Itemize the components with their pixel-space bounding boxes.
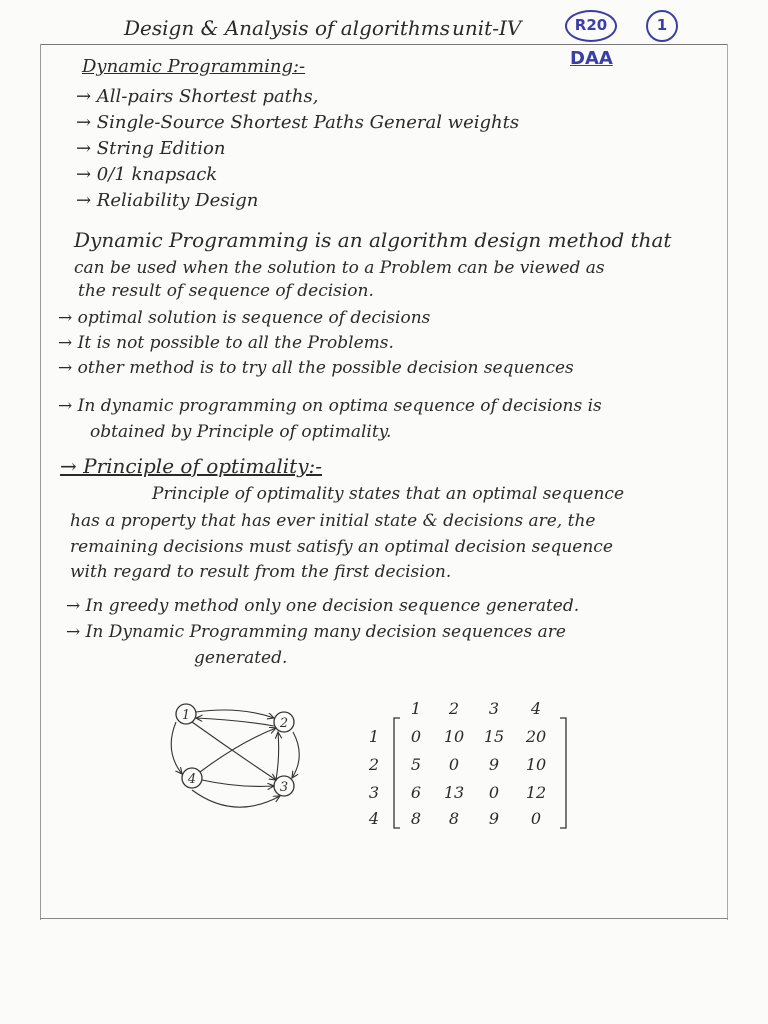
matrix-row-header: 2: [368, 755, 380, 774]
graph-edge: [192, 722, 276, 780]
principle-line: has a property that has ever initial state & decisions are, the: [70, 511, 596, 531]
topic-item: → Single-Source Shortest Paths General weights: [76, 112, 520, 133]
matrix-row-header: 4: [368, 809, 380, 828]
optima-point-line: obtained by Principle of optimality.: [90, 422, 392, 442]
matrix-cell: 10: [525, 755, 547, 774]
comparison-line: → In Dynamic Programming many decision sequences are: [66, 622, 566, 642]
page-number-badge: 1: [646, 10, 678, 42]
matrix-col-header: 2: [448, 699, 460, 718]
principle-line: with regard to result from the first decision.: [70, 562, 452, 582]
matrix-cell: 9: [488, 809, 500, 828]
matrix-cell: 15: [483, 727, 505, 746]
matrix-cell: 13: [443, 783, 465, 802]
graph-edge: [196, 710, 274, 718]
top-margin-line: [40, 44, 728, 45]
matrix-cell: 10: [443, 727, 465, 746]
regulation-badge: R20: [565, 10, 617, 42]
cost-matrix: [360, 696, 590, 846]
matrix-cell: 8: [410, 809, 422, 828]
matrix-right-bracket: [560, 718, 566, 828]
graph-node-label: 2: [279, 716, 289, 731]
graph-edge: [196, 718, 274, 726]
matrix-cell: 5: [410, 755, 422, 774]
matrix-cell: 0: [530, 809, 542, 828]
topic-item: → String Edition: [76, 138, 226, 159]
matrix-col-header: 1: [410, 699, 422, 718]
graph-node-label: 3: [279, 780, 289, 795]
topic-item: → All-pairs Shortest paths,: [76, 86, 319, 107]
matrix-cell: 0: [488, 783, 500, 802]
graph-edge: [292, 732, 299, 778]
matrix-cell: 8: [448, 809, 460, 828]
topic-item: → Reliability Design: [76, 190, 259, 211]
comparison-line: generated.: [194, 648, 288, 668]
definition-line: Dynamic Programming is an algorithm design method that: [74, 228, 672, 252]
principle-line: remaining decisions must satisfy an optimal decision sequence: [70, 537, 613, 557]
page-title: Design & Analysis of algorithms: [124, 16, 451, 40]
graph-diagram: [164, 696, 314, 826]
matrix-cell: 12: [525, 783, 547, 802]
graph-edge: [200, 728, 276, 772]
left-margin-line: [40, 44, 41, 920]
matrix-cell: 0: [448, 755, 460, 774]
point-item: → It is not possible to all the Problems.: [58, 333, 394, 353]
comparison-line: → In greedy method only one decision sequence generated.: [66, 596, 580, 616]
point-item: → optimal solution is sequence of decisions: [58, 308, 431, 328]
matrix-left-bracket: [394, 718, 400, 828]
matrix-row-header: 3: [368, 783, 380, 802]
subject-code: DAA: [570, 48, 613, 69]
optima-point-line: → In dynamic programming on optima sequence of decisions is: [58, 396, 602, 416]
definition-line: can be used when the solution to a Problem can be viewed as: [74, 258, 605, 278]
section-heading: Dynamic Programming:-: [82, 56, 306, 77]
bottom-margin-line: [40, 918, 728, 919]
right-margin-line: [727, 44, 728, 920]
point-item: → other method is to try all the possible decision sequences: [58, 358, 574, 378]
graph-edge: [276, 732, 279, 780]
matrix-cell: 0: [410, 727, 422, 746]
graph-node-label: 1: [181, 708, 191, 723]
graph-edge: [171, 722, 182, 774]
matrix-cell: 6: [410, 783, 422, 802]
graph-node-label: 4: [187, 772, 197, 787]
principle-heading: → Principle of optimality:-: [60, 454, 322, 478]
matrix-col-header: 4: [530, 699, 542, 718]
matrix-cell: 9: [488, 755, 500, 774]
matrix-col-header: 3: [488, 699, 500, 718]
topic-item: → 0/1 knapsack: [76, 164, 218, 185]
principle-line: Principle of optimality states that an optimal sequence: [152, 484, 625, 504]
graph-edge: [202, 780, 274, 786]
definition-line: the result of sequence of decision.: [78, 281, 374, 301]
matrix-cell: 20: [525, 727, 547, 746]
graph-edge: [192, 790, 280, 807]
unit-label: unit-IV: [452, 16, 522, 40]
matrix-row-header: 1: [368, 727, 380, 746]
